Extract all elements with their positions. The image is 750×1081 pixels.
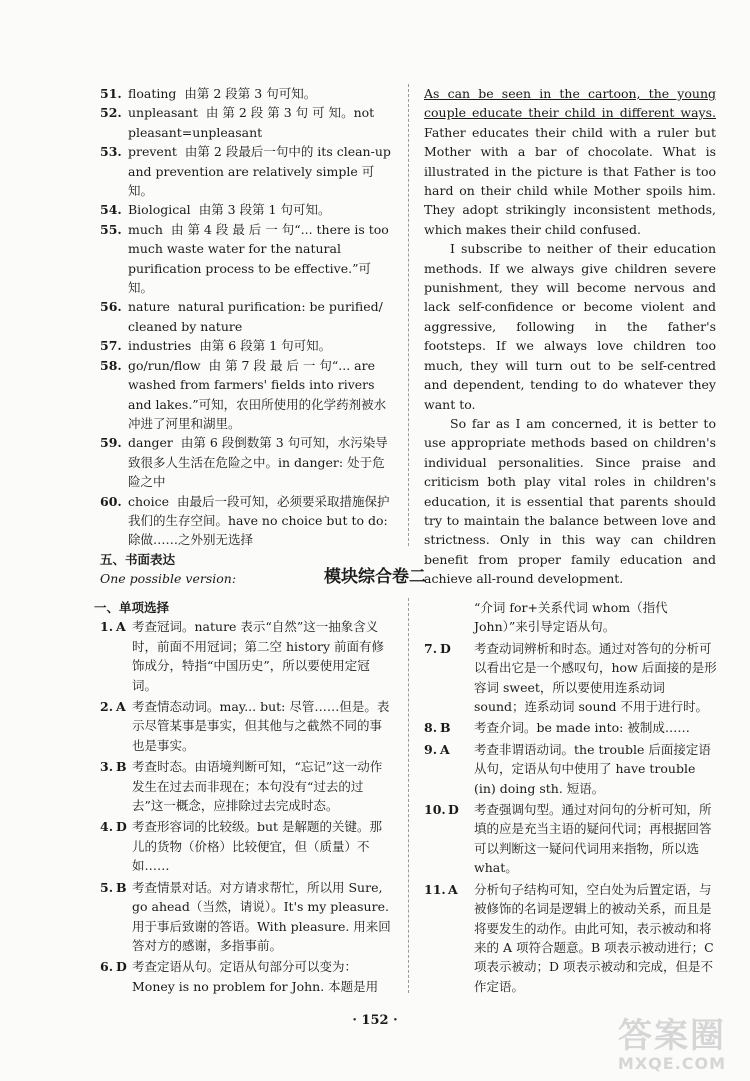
answers-51-60	[100, 84, 392, 589]
answer-item: 56. nature natural purification: be purified/ cleaned by nature	[100, 299, 383, 334]
column-divider	[408, 84, 409, 546]
version-label: One possible version:	[100, 571, 237, 587]
answer-item: 58. go/run/flow 由 第 7 段 最 后 一 句“... are washed from farmers' fields into rivers and lakes.”可知，农田所使用的化学药剂被水冲进了河里和湖里。	[100, 357, 387, 431]
column-divider-lower	[408, 598, 409, 993]
mc-item: 2. A 考查情态动词。may... but: 尽管……但是。表示尽管某事是事实，但其他与之截然不同的事也是事实。	[100, 699, 390, 753]
block-title: 模块综合卷二	[324, 567, 426, 587]
answer-item: 51. floating 由第 2 段第 3 句可知。	[100, 86, 317, 101]
essay-paragraph-1: As can be seen in the cartoon, the young couple educate their child in different ways. Father educates their child with a ruler but Mother with a bar of chocolate. What is illustrated in the picture is that Father is too hard on their child while Mother spoils him. They adopt strikingly inconsistent methods, which makes their child confused.	[424, 86, 716, 237]
mc-answers-left	[94, 598, 394, 998]
answer-item: 60. choice 由最后一段可知，必须要采取措施保护我们的生存空间。have no choice but to do: 除做……之外别无选择	[100, 493, 390, 548]
mc-item: 7. D 考查动词辨析和时态。通过对答句的分析可以看出它是一个感叹句，how 后面接的是形容词 sweet，所以要使用连系动词 sound；连系动词 sound 不用于进行时。	[424, 640, 717, 715]
mc-item: 1. A 考查冠词。nature 表示“自然”这一抽象含义时，前面不用冠词；第二空 history 前面有修饰成分，特指“中国历史”，所以要使用定冠词。	[100, 619, 384, 693]
mc-item: 9. A 考查非谓语动词。the trouble 后面接定语从句，定语从句中使用了 have trouble (in) doing sth. 短语。	[424, 741, 711, 796]
essay-paragraph-3: So far as I am concerned, it is better to use appropriate methods based on children's individual personalities. Since praise and criticism both play vital roles in children's education, it is essential that parents should try to maintain the balance between love and strictness. Only in this way can children benefit from proper family education and achieve all-round development.	[424, 415, 716, 587]
section-title-mc: 一、单项选择	[94, 600, 170, 615]
mc-item: 11. A 分析句子结构可知，空白处为后置定语，与被修饰的名词是逻辑上的被动关系，而且是将要发生的动作。由此可知，表示被动和将来的 A 项符合题意。B 项表示被动进行；C 项表示被动；D 项表示被动和完成，但是不作定语。	[424, 881, 714, 994]
mc-item: 4. D 考查形容词的比较级。but 是解题的关键。那儿的货物（价格）比较便宜，但（质量）不如……	[100, 819, 383, 874]
answer-item: 59. danger 由第 6 段倒数第 3 句可知，水污染导致很多人生活在危险之中。in danger: 处于危险之中	[100, 435, 388, 490]
sample-essay	[424, 84, 716, 589]
answer-item: 52. unpleasant 由 第 2 段 第 3 句 可 知。not pleasant=unpleasant	[100, 105, 375, 140]
mc-item: 3. B 考查时态。由语境判断可知，“忘记”这一动作发生在过去而非现在；本句没有“过去的过去”这一概念，应排除过去完成时态。	[100, 759, 383, 814]
mc-answers-right	[418, 598, 718, 998]
answer-item: 57. industries 由第 6 段第 1 句可知。	[100, 338, 332, 354]
mc-item: 10. D 考查强调句型。通过对问句的分析可知，所填的应是充当主语的疑问代词；再根据回答可以判断这一疑问代词用来指物，所以选 what。	[424, 802, 712, 876]
answer-item: 53. prevent 由第 2 段最后一句中的 its clean-up and prevention are relatively simple 可知。	[100, 144, 391, 199]
page-number: · 152 ·	[352, 1013, 398, 1028]
section-title-writing: 五、书面表达	[100, 551, 176, 567]
answer-item: 55. much 由 第 4 段 最 后 一 句“... there is too much waste water for the natural purification process to be effective.”可知。	[100, 221, 389, 296]
mc-item-continued: “介词 for+关系代词 whom（指代 John）”来引导定语从句。	[474, 600, 668, 635]
essay-paragraph-2: I subscribe to neither of their education methods. If we always give children severe punishment, they will become nervous and lack self-confidence or become violent and aggressive, following in the father's footsteps. If we always love children too much, they will turn out to be self-centred and dependent, tending to do whatever they want to.	[424, 241, 716, 412]
mc-item: 6. D 考查定语从句。定语从句部分可以变为：Money is no problem for John. 本题是用	[100, 959, 379, 994]
watermark-logo: 答案圈 MXQE.COM	[617, 1016, 727, 1073]
answer-item: 54. Biological 由第 3 段第 1 句可知。	[100, 202, 331, 218]
mc-item: 8. B 考查介词。be made into: 被制成……	[424, 720, 690, 736]
mc-item: 5. B 考查情景对话。对方请求帮忙，所以用 Sure, go ahead（当然，请说）。It's my pleasure. 用于事后致谢的答语。With pleasure. 用来回答对方的感谢，多指事前。	[100, 879, 391, 953]
